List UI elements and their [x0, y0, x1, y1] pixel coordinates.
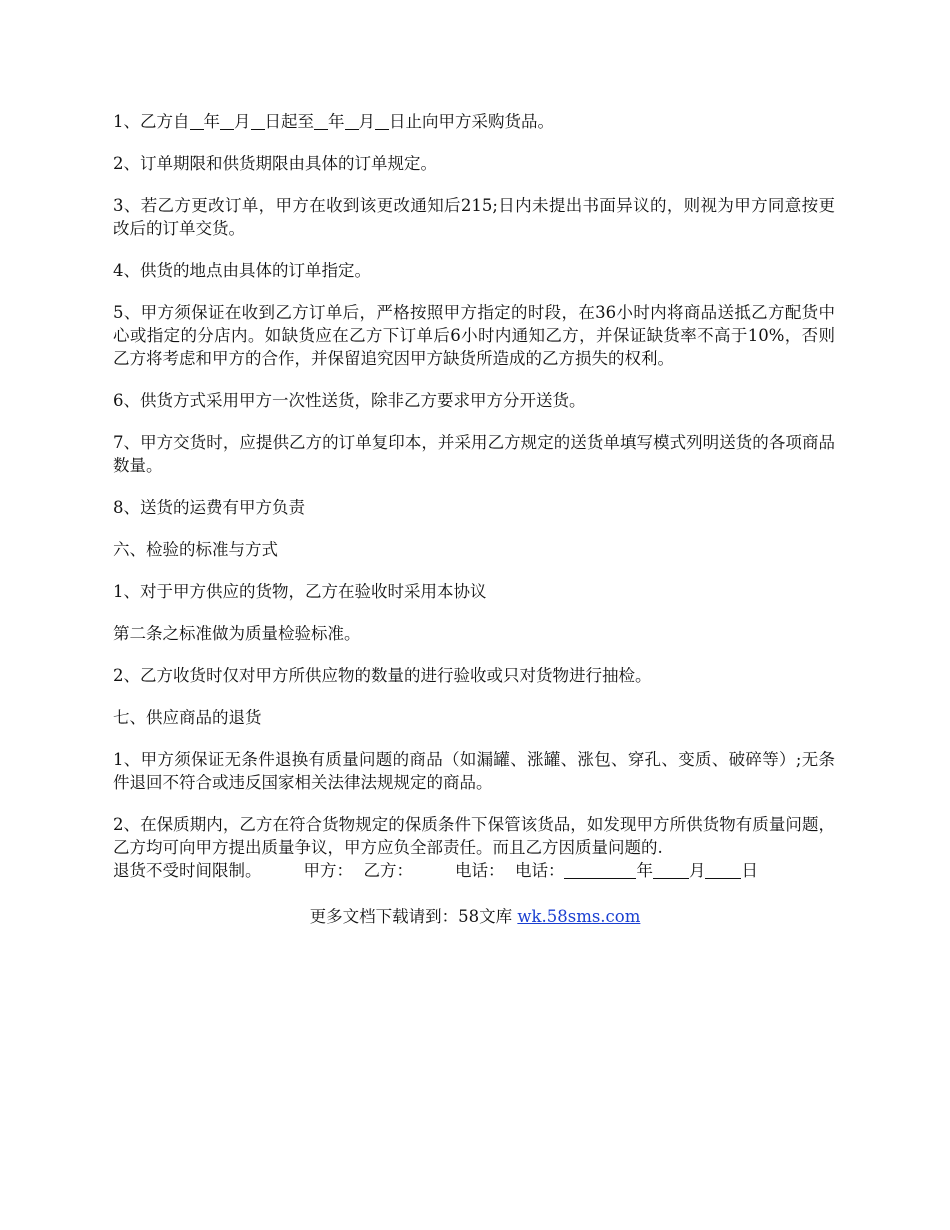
clause-1-month: 月 — [234, 112, 251, 131]
clause-1 — [113, 110, 835, 133]
footer-prefix: 更多文档下载请到：58文库 — [309, 907, 518, 926]
clause-7: 7、甲方交货时，应提供乙方的订单复印本，并采用乙方规定的送货单填写模式列明送货的各项商品数量。 — [113, 433, 835, 475]
blank-sign-month — [653, 862, 689, 879]
blank-day-start — [251, 113, 265, 130]
section-6-para-2: 第二条之标准做为质量检验标准。 — [113, 624, 361, 643]
blank-day-end — [375, 113, 389, 130]
section-7-para-1: 1、甲方须保证无条件退换有质量问题的商品（如漏罐、涨罐、涨包、穿孔、变质、破碎等）;无条件退回不符合或违反国家相关法律法规规定的商品。 — [113, 750, 835, 792]
section-6-para-1: 1、对于甲方供应的货物，乙方在验收时采用本协议 — [113, 582, 487, 601]
clause-1-year-end: 年 — [328, 112, 345, 131]
section-6-heading: 六、检验的标准与方式 — [113, 540, 278, 559]
clause-6: 6、供货方式采用甲方一次性送货，除非乙方要求甲方分开送货。 — [113, 391, 586, 410]
footer-link[interactable]: wk.58sms.com — [517, 907, 641, 926]
phone-label-1: 电话： — [454, 861, 505, 880]
clause-4: 4、供货的地点由具体的订单指定。 — [113, 261, 371, 280]
clause-1-tail: 日止向甲方采购货品。 — [389, 112, 554, 131]
party-a-label: 甲方： — [303, 861, 353, 880]
clause-5: 5、甲方须保证在收到乙方订单后，严格按照甲方指定的时段，在36小时内将商品送抵乙方配货中心或指定的分店内。如缺货应在乙方下订单后6小时内通知乙方，并保证缺货率不高于10%，否则乙方将考虑和甲方的合作，并保留追究因甲方缺货所造成的乙方损失的权利。 — [113, 303, 835, 368]
blank-sign-day — [705, 862, 741, 879]
blank-month-start — [220, 113, 234, 130]
section-7-para-2: 2、在保质期内，乙方在符合货物规定的保质条件下保管该货品，如发现甲方所供货物有质量问题，乙方均可向甲方提出质量争议，甲方应负全部责任。而且乙方因质量问题的. — [113, 815, 835, 857]
clause-1-text: 1、乙方自 — [113, 112, 190, 131]
sign-month-label: 月 — [688, 861, 706, 880]
blank-year-start — [190, 113, 204, 130]
clause-1-year: 年 — [203, 112, 220, 131]
party-b-label: 乙方： — [363, 861, 413, 880]
signature-line — [113, 859, 835, 882]
sign-year-label: 年 — [636, 861, 653, 880]
document-body — [113, 110, 835, 882]
section-6-para-3: 2、乙方收货时仅对甲方所供应物的数量的进行验收或只对货物进行抽检。 — [113, 666, 652, 685]
blank-sign-year — [564, 862, 636, 879]
phone-label-2: 电话： — [514, 861, 565, 880]
signature-text: 退货不受时间限制。 — [113, 861, 262, 880]
clause-1-until: 日起至 — [264, 112, 314, 131]
clause-8: 8、送货的运费有甲方负责 — [113, 498, 305, 517]
blank-year-end — [314, 113, 328, 130]
footer — [0, 905, 950, 928]
clause-3: 3、若乙方更改订单，甲方在收到该更改通知后215;日内未提出书面异议的，则视为甲方同意按更改后的订单交货。 — [113, 196, 835, 238]
sign-day-label: 日 — [741, 861, 758, 880]
blank-month-end — [345, 113, 359, 130]
section-7-heading: 七、供应商品的退货 — [113, 708, 262, 727]
clause-1-month-end: 月 — [358, 112, 375, 131]
clause-2: 2、订单期限和供货期限由具体的订单规定。 — [113, 154, 437, 173]
